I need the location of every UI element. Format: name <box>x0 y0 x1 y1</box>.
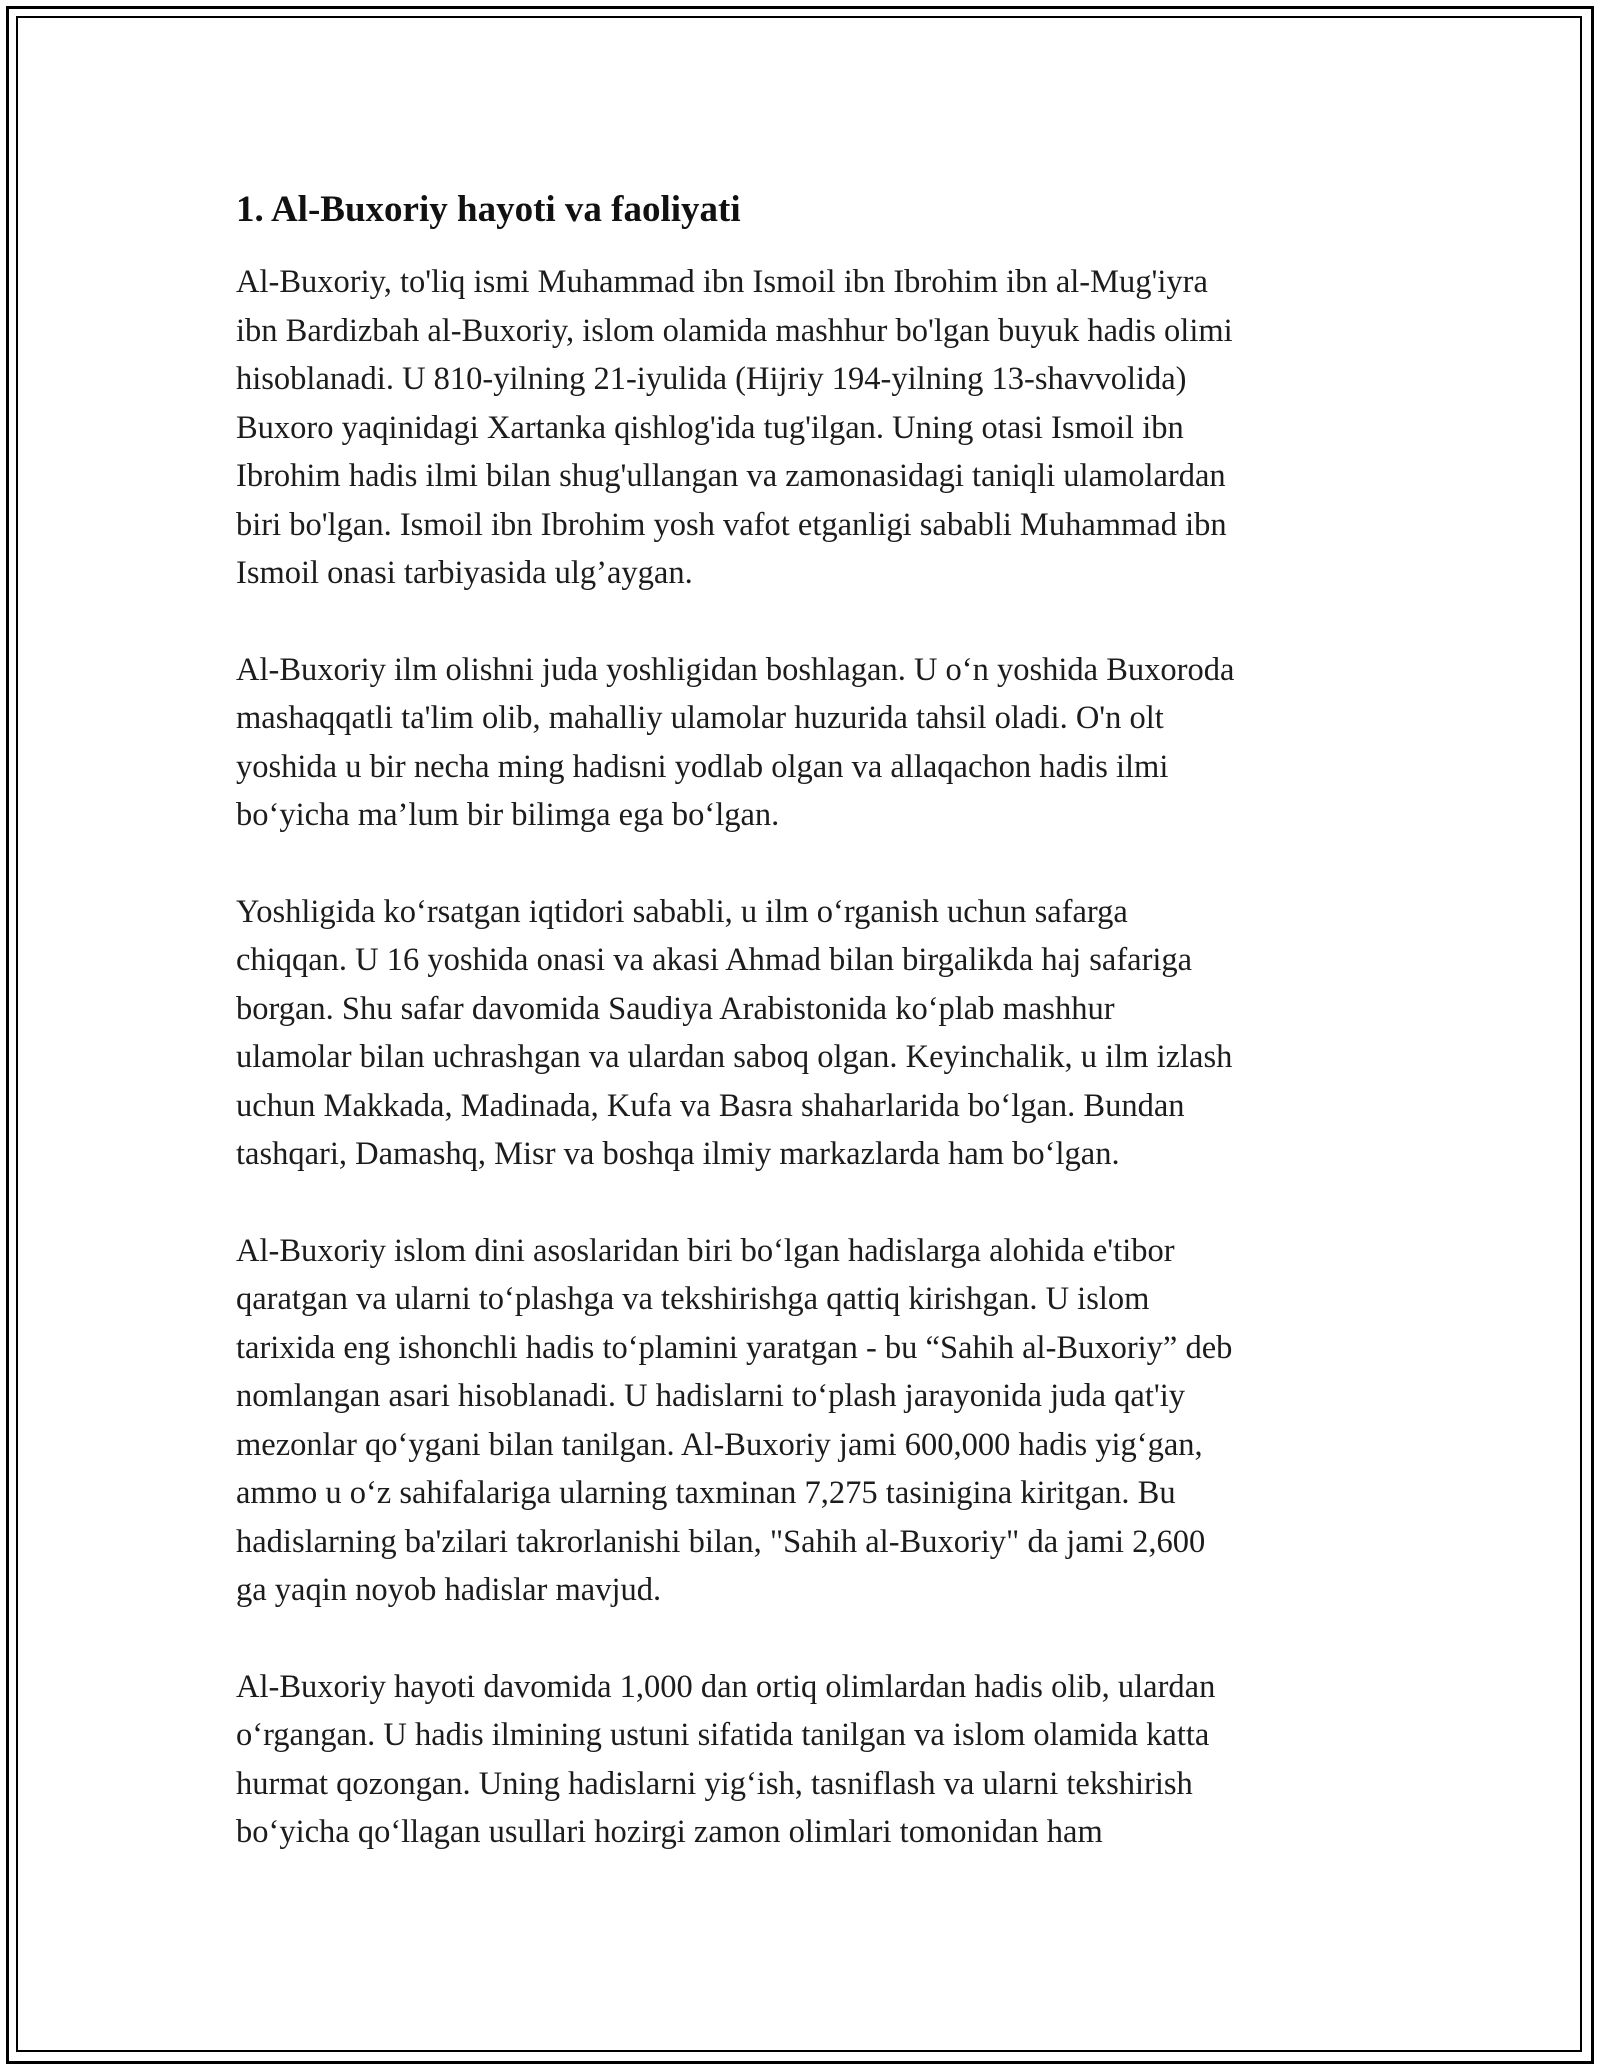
paragraph-line: Al-Buxoriy ilm olishni juda yoshligidan boshlagan. U o‘n yoshida Buxoroda <box>236 651 1235 688</box>
paragraph-line: mashaqqatli ta'lim olib, mahalliy ulamolar huzurida tahsil oladi. O'n olt <box>236 700 1164 736</box>
paragraph-biography <box>236 258 1366 598</box>
paragraph-line: bo‘yicha qo‘llagan usullari hozirgi zamon olimlari tomonidan ham <box>236 1814 1103 1850</box>
paragraph-line: bo‘yicha ma’lum bir bilimga ega bo‘lgan. <box>236 797 780 833</box>
paragraph-line: qaratgan va ularni to‘plashga va tekshirishga qattiq kirishgan. U islom <box>236 1281 1150 1317</box>
paragraph-line: Yoshligida ko‘rsatgan iqtidori sababli, u ilm o‘rganish uchun safarga <box>236 893 1128 930</box>
paragraph-line: tashqari, Damashq, Misr va boshqa ilmiy markazlarda ham bo‘lgan. <box>236 1136 1120 1172</box>
paragraph-line: Ismoil onasi tarbiyasida ulg’aygan. <box>236 555 693 591</box>
paragraph-line: borgan. Shu safar davomida Saudiya Arabistonida ko‘plab mashhur <box>236 990 1115 1027</box>
section-heading: 1. Al-Buxoriy hayoti va faoliyati <box>236 189 741 230</box>
paragraph-line: Al-Buxoriy, to'liq ismi Muhammad ibn Ismoil ibn Ibrohim ibn al-Mug'iyra <box>236 264 1208 300</box>
document-body <box>236 186 1366 1905</box>
paragraph-line: o‘rgangan. U hadis ilmining ustuni sifatida tanilgan va islom olamida katta <box>236 1717 1210 1753</box>
paragraph-line: uchun Makkada, Madinada, Kufa va Basra shaharlarida bo‘lgan. Bundan <box>236 1087 1185 1124</box>
paragraph-line: Buxoro yaqinidagi Xartanka qishlog'ida tug'ilgan. Uning otasi Ismoil ibn <box>236 409 1184 446</box>
paragraph-line: chiqqan. U 16 yoshida onasi va akasi Ahmad bilan birgalikda haj safariga <box>236 942 1193 978</box>
paragraph-line: tarixida eng ishonchli hadis to‘plamini yaratgan - bu “Sahih al-Buxoriy” deb <box>236 1329 1233 1366</box>
paragraph-early-education <box>236 646 1366 840</box>
paragraph-line: mezonlar qo‘ygani bilan tanilgan. Al-Buxoriy jami 600,000 hadis yig‘gan, <box>236 1426 1203 1463</box>
paragraph-line: nomlangan asari hisoblanadi. U hadislarni to‘plash jarayonida juda qat'iy <box>236 1378 1186 1414</box>
paragraph-line: hadislarning ba'zilari takrorlanishi bilan, "Sahih al-Buxoriy" da jami 2,600 <box>236 1523 1206 1560</box>
paragraph-line: Al-Buxoriy hayoti davomida 1,000 dan ortiq olimlardan hadis olib, ulardan <box>236 1668 1216 1705</box>
paragraph-travels <box>236 888 1366 1179</box>
paragraph-legacy <box>236 1663 1366 1857</box>
paragraph-line: hurmat qozongan. Uning hadislarni yig‘ish, tasniflash va ularni tekshirish <box>236 1765 1193 1802</box>
paragraph-line: yoshida u bir necha ming hadisni yodlab olgan va allaqachon hadis ilmi <box>236 748 1169 785</box>
paragraph-line: hisoblanadi. U 810-yilning 21-iyulida (Hijriy 194-yilning 13-shavvolida) <box>236 361 1187 397</box>
paragraph-line: Al-Buxoriy islom dini asoslaridan biri bo‘lgan hadislarga alohida e'tibor <box>236 1232 1175 1269</box>
paragraph-line: Ibrohim hadis ilmi bilan shug'ullangan va zamonasidagi taniqli ulamolardan <box>236 458 1226 494</box>
paragraph-line: ibn Bardizbah al-Buxoriy, islom olamida mashhur bo'lgan buyuk hadis olimi <box>236 312 1233 349</box>
paragraph-line: ulamolar bilan uchrashgan va ulardan saboq olgan. Keyinchalik, u ilm izlash <box>236 1039 1233 1075</box>
paragraph-line: ga yaqin noyob hadislar mavjud. <box>236 1572 662 1608</box>
paragraph-line: biri bo'lgan. Ismoil ibn Ibrohim yosh vafot etganligi sababli Muhammad ibn <box>236 506 1227 543</box>
paragraph-hadith-collection <box>236 1227 1366 1615</box>
paragraph-line: ammo u o‘z sahifalariga ularning taxminan 7,275 tasinigina kiritgan. Bu <box>236 1475 1176 1511</box>
